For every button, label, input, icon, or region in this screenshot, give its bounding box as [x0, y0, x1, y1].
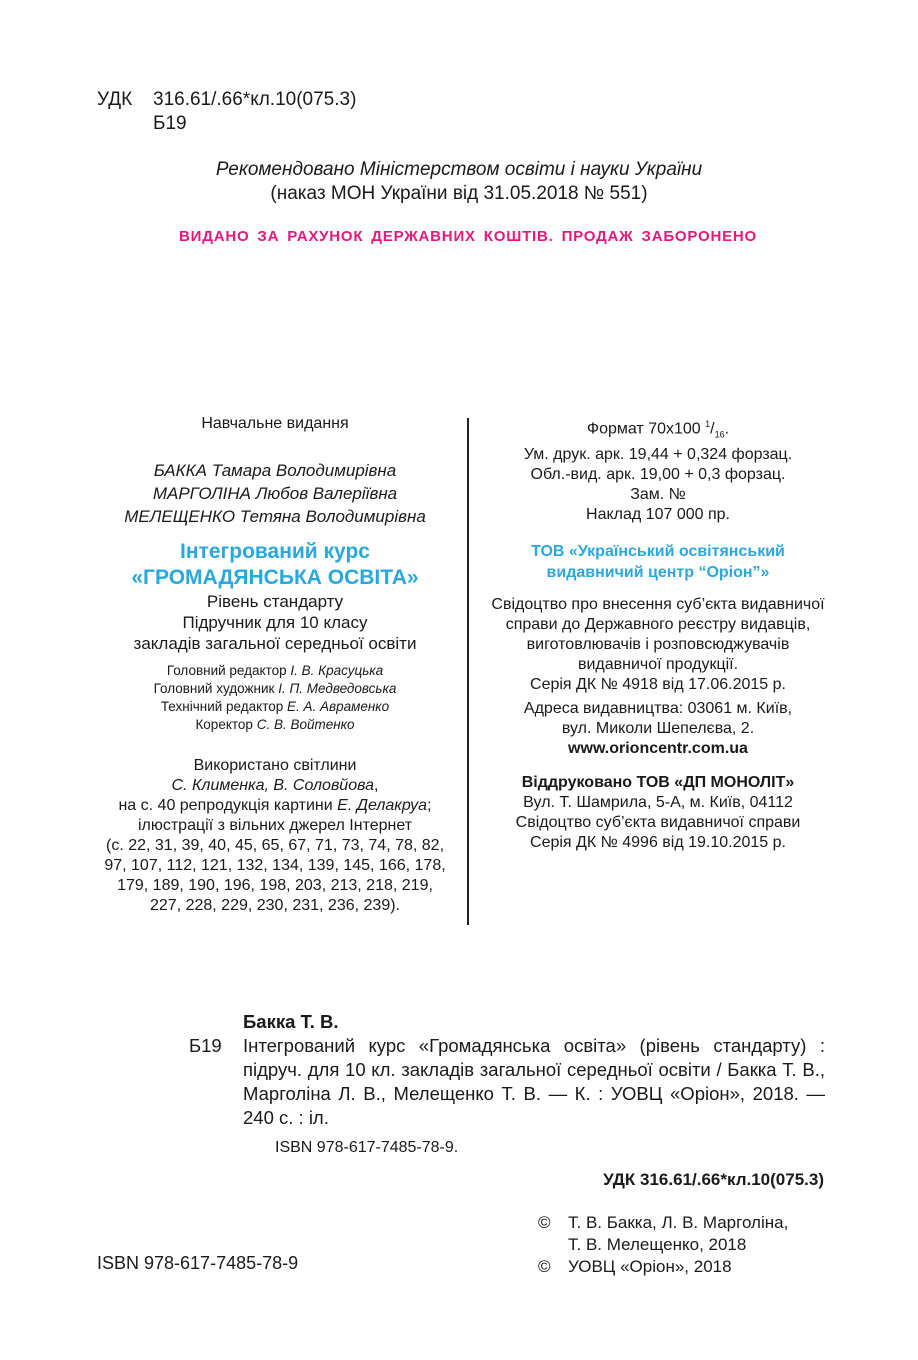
format: Формат 70x100 $^1/_{16}$. [586, 419, 730, 440]
circulation: Наклад 107 000 пр. [586, 505, 730, 523]
level: Рівень стандарту [206, 592, 344, 611]
staff-chief-editor: Головний редактор І. В. Красуцька [166, 663, 384, 678]
printer-certificate-line1: Свідоцтво суб’єкта видавничої справи [515, 813, 801, 831]
certificate-line5: Серія ДК № 4918 від 17.06.2015 р. [530, 675, 786, 693]
staff-proofreader: Коректор С. В. Войтенко [195, 717, 355, 732]
recommendation [0, 158, 918, 206]
painting-credit: на с. 40 репродукція картини Е. Делакруа; [118, 797, 432, 814]
illustrations-line5: 227, 228, 229, 230, 231, 236, 239). [150, 897, 400, 914]
udk-block [97, 88, 357, 136]
catalog-author: Бакка Т. В. [243, 1011, 339, 1032]
staff-chief-artist: Головний художник І. П. Медведовська [153, 681, 397, 696]
website-link[interactable]: www.orioncentr.com.ua [568, 739, 748, 757]
address-line2: вул. Миколи Шепелєва, 2. [561, 719, 755, 737]
publisher-line2: видавничий центр “Оріон”» [546, 563, 770, 581]
udk-label: УДК [97, 89, 133, 110]
free-distribution-notice: ВИДАНО ЗА РАХУНОК ДЕРЖАВНИХ КОШТІВ. ПРОДАЖ ЗАБОРОНЕНО [179, 228, 757, 245]
left-column [100, 414, 450, 916]
author-mark: Б19 [153, 113, 187, 134]
catalog-description: Інтегрований курс «Громадянська освіта» (рівень стандарту) : підруч. для 10 кл. закладів загальної середньої освіти / Бакка Т. В., Марголіна Л. В., Мелещенко Т. В. — К. : УОВЦ «Оріон», 2018. — 240 с. : іл. [243, 1035, 825, 1128]
print-sheets: Ум. друк. арк. 19,44 + 0,324 форзац. [523, 445, 793, 463]
copyright-authors-cont: Т. В. Мелещенко, 2018 [568, 1235, 747, 1254]
staff-tech-editor: Технічний редактор Е. А. Авраменко [160, 699, 390, 714]
certificate-line3: виготовлювачів і розповсюджувачів [526, 635, 790, 653]
edition-type: Навчальне видання [201, 415, 349, 432]
copyright-block [538, 1212, 788, 1278]
certificate-line2: справи до Державного реєстру видавців, [505, 615, 811, 633]
catalog-udk: УДК 316.61/.66*кл.10(075.3) [603, 1170, 824, 1189]
photos-authors: С. Клименка, В. Соловйова, [171, 777, 379, 794]
order-number: Зам. № [630, 485, 686, 503]
book-type: Підручник для 10 класу [182, 613, 368, 632]
isbn-bottom: ISBN 978-617-7485-78-9 [97, 1253, 299, 1273]
udk-code: 316.61/.66*кл.10(075.3) [153, 89, 357, 110]
copyright-publisher: © УОВЦ «Оріон», 2018 [538, 1257, 732, 1276]
printer-certificate-line2: Серія ДК № 4996 від 19.10.2015 р. [530, 833, 786, 851]
certificate-line1: Свідоцтво про внесення суб’єкта видавничої [491, 595, 825, 613]
institutions: закладів загальної середньої освіти [133, 634, 417, 653]
catalog-code: Б19 [189, 1035, 222, 1056]
author-1: БАККА Тамара Володимирівна [153, 461, 397, 480]
recommendation-order: (наказ МОН України від 31.05.2018 № 551) [270, 183, 648, 204]
recommendation-line: Рекомендовано Міністерством освіти і науки України [215, 159, 703, 180]
book-title-line1: Інтегрований курс [180, 540, 370, 563]
printer-address: Вул. Т. Шамрила, 5-А, м. Київ, 04112 [523, 793, 793, 811]
author-2: МАРГОЛІНА Любов Валеріївна [152, 484, 398, 503]
illustrations-line1: ілюстрації з вільних джерел Інтернет [137, 817, 413, 834]
catalog-isbn: ISBN 978-617-7485-78-9. [275, 1139, 459, 1156]
publishing-sheets: Обл.-вид. арк. 19,00 + 0,3 форзац. [530, 465, 786, 483]
book-title-line2: «ГРОМАДЯНСЬКА ОСВІТА» [131, 566, 419, 589]
illustrations-line3: 97, 107, 112, 121, 132, 134, 139, 145, 166, 178, [104, 857, 446, 874]
author-3: МЕЛЕЩЕНКО Тетяна Володимирівна [124, 507, 426, 526]
address-line1: Адреса видавництва: 03061 м. Київ, [523, 699, 793, 717]
printer-name: Віддруковано ТОВ «ДП МОНОЛІТ» [521, 773, 795, 791]
column-divider [467, 418, 469, 925]
illustrations-line4: 179, 189, 190, 196, 198, 203, 213, 218, 219, [117, 877, 433, 894]
copyright-authors: © Т. В. Бакка, Л. В. Марголіна, [538, 1213, 789, 1232]
photos-intro: Використано світлини [193, 757, 357, 774]
illustrations-line2: (с. 22, 31, 39, 40, 45, 65, 67, 71, 73, 74, 78, 82, [105, 837, 445, 854]
right-column [478, 414, 838, 853]
publisher-line1: ТОВ «Український освітянський [531, 542, 785, 560]
certificate-line4: видавничої продукції. [577, 655, 739, 673]
